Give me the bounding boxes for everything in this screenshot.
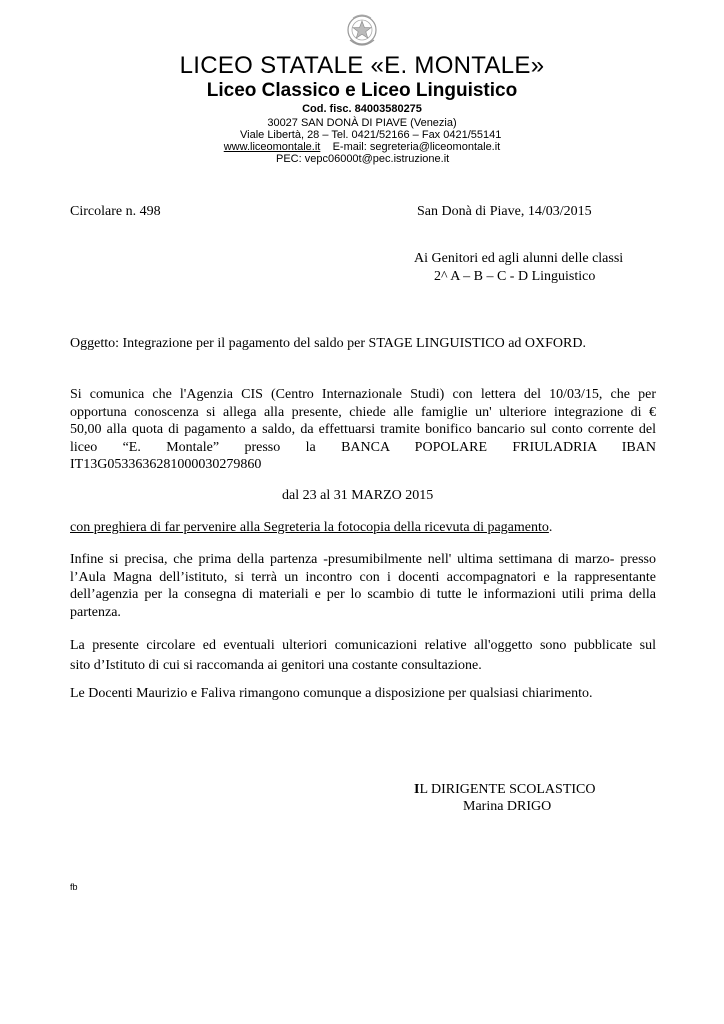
paragraph-payment bbox=[70, 386, 656, 474]
recipients-line-1: Ai Genitori ed agli alunni delle classi bbox=[414, 251, 624, 266]
signature-title bbox=[414, 781, 595, 799]
request-text: con preghiera di far pervenire alla Segreteria la fotocopia della ricevuta di pagamento bbox=[70, 520, 549, 535]
address-phone: Viale Libertà, 28 – Tel. 0421/52166 – Fax 0421/55141 bbox=[240, 129, 502, 141]
address-city: 30027 SAN DONÀ DI PIAVE (Venezia) bbox=[267, 117, 457, 129]
subject-line: Oggetto: Integrazione per il pagamento del saldo per STAGE LINGUISTICO ad OXFORD. bbox=[70, 336, 586, 351]
paragraph-line: liceo “E. Montale” presso la BANCA POPOLARE FRIULADRIA IBAN bbox=[70, 439, 656, 455]
request-line bbox=[70, 519, 552, 537]
school-name: LICEO STATALE «E. MONTALE» bbox=[179, 52, 545, 79]
email-text: E-mail: segreteria@liceomontale.it bbox=[332, 141, 501, 153]
circular-number: Circolare n. 498 bbox=[70, 204, 161, 219]
contact-line bbox=[0, 141, 724, 153]
paragraph-website bbox=[70, 637, 656, 674]
paragraph-line: 50,00 alla quota di pagamento a saldo, da effettuarsi tramite bonifico bancario sul conto corrente del bbox=[70, 422, 656, 437]
recipients-line-2: 2^ A – B – C - D Linguistico bbox=[434, 269, 596, 284]
request-end: . bbox=[548, 520, 553, 535]
paragraph-meeting bbox=[70, 551, 656, 621]
paragraph-line: partenza. bbox=[70, 604, 121, 620]
website-link[interactable]: www.liceomontale.it bbox=[223, 141, 321, 153]
paragraph-line: La presente circolare ed eventuali ulteriori comunicazioni relative all'oggetto sono pubblicate sul bbox=[70, 638, 656, 653]
italian-republic-emblem-icon bbox=[345, 10, 379, 50]
signature-name: Marina DRIGO bbox=[463, 799, 552, 814]
paragraph-line: l’Aula Magna dell’istituto, si terrà un incontro con i docenti accompagnatori e la rappresentante bbox=[70, 569, 656, 585]
signature-title-initial: I bbox=[414, 782, 420, 797]
paragraph-line: dell’agenzia per la consegna di materiali e per lo scambio di tutte le informazioni utili prima della bbox=[70, 587, 656, 602]
paragraph-line: sito d’Istituto di cui si raccomanda ai genitori una costante consultazione. bbox=[70, 657, 482, 673]
paragraph-line: Infine si precisa, che prima della partenza -presumibilmente nell' ultima settimana di marzo- presso bbox=[70, 552, 656, 567]
place-date: San Donà di Piave, 14/03/2015 bbox=[417, 204, 592, 219]
paragraph-line: opportuna conoscenza si allega alla presente, chiede alle famiglie un' ulteriore integrazione di € bbox=[70, 404, 656, 420]
iban-line: IT13G0533636281000030279860 bbox=[70, 457, 262, 472]
paragraph-contacts: Le Docenti Maurizio e Faliva rimangono comunque a disposizione per qualsiasi chiarimento. bbox=[70, 686, 593, 701]
tax-code: Cod. fisc. 84003580275 bbox=[302, 103, 422, 115]
payment-dates: dal 23 al 31 MARZO 2015 bbox=[282, 488, 434, 503]
footer-initials: fb bbox=[70, 882, 78, 892]
pec-address: PEC: vepc06000t@pec.istruzione.it bbox=[276, 153, 450, 165]
school-type: Liceo Classico e Liceo Linguistico bbox=[206, 80, 518, 101]
signature-title-rest: L DIRIGENTE SCOLASTICO bbox=[419, 782, 596, 797]
paragraph-line: Si comunica che l'Agenzia CIS (Centro Internazionale Studi) con lettera del 10/03/15, che per bbox=[70, 387, 656, 402]
